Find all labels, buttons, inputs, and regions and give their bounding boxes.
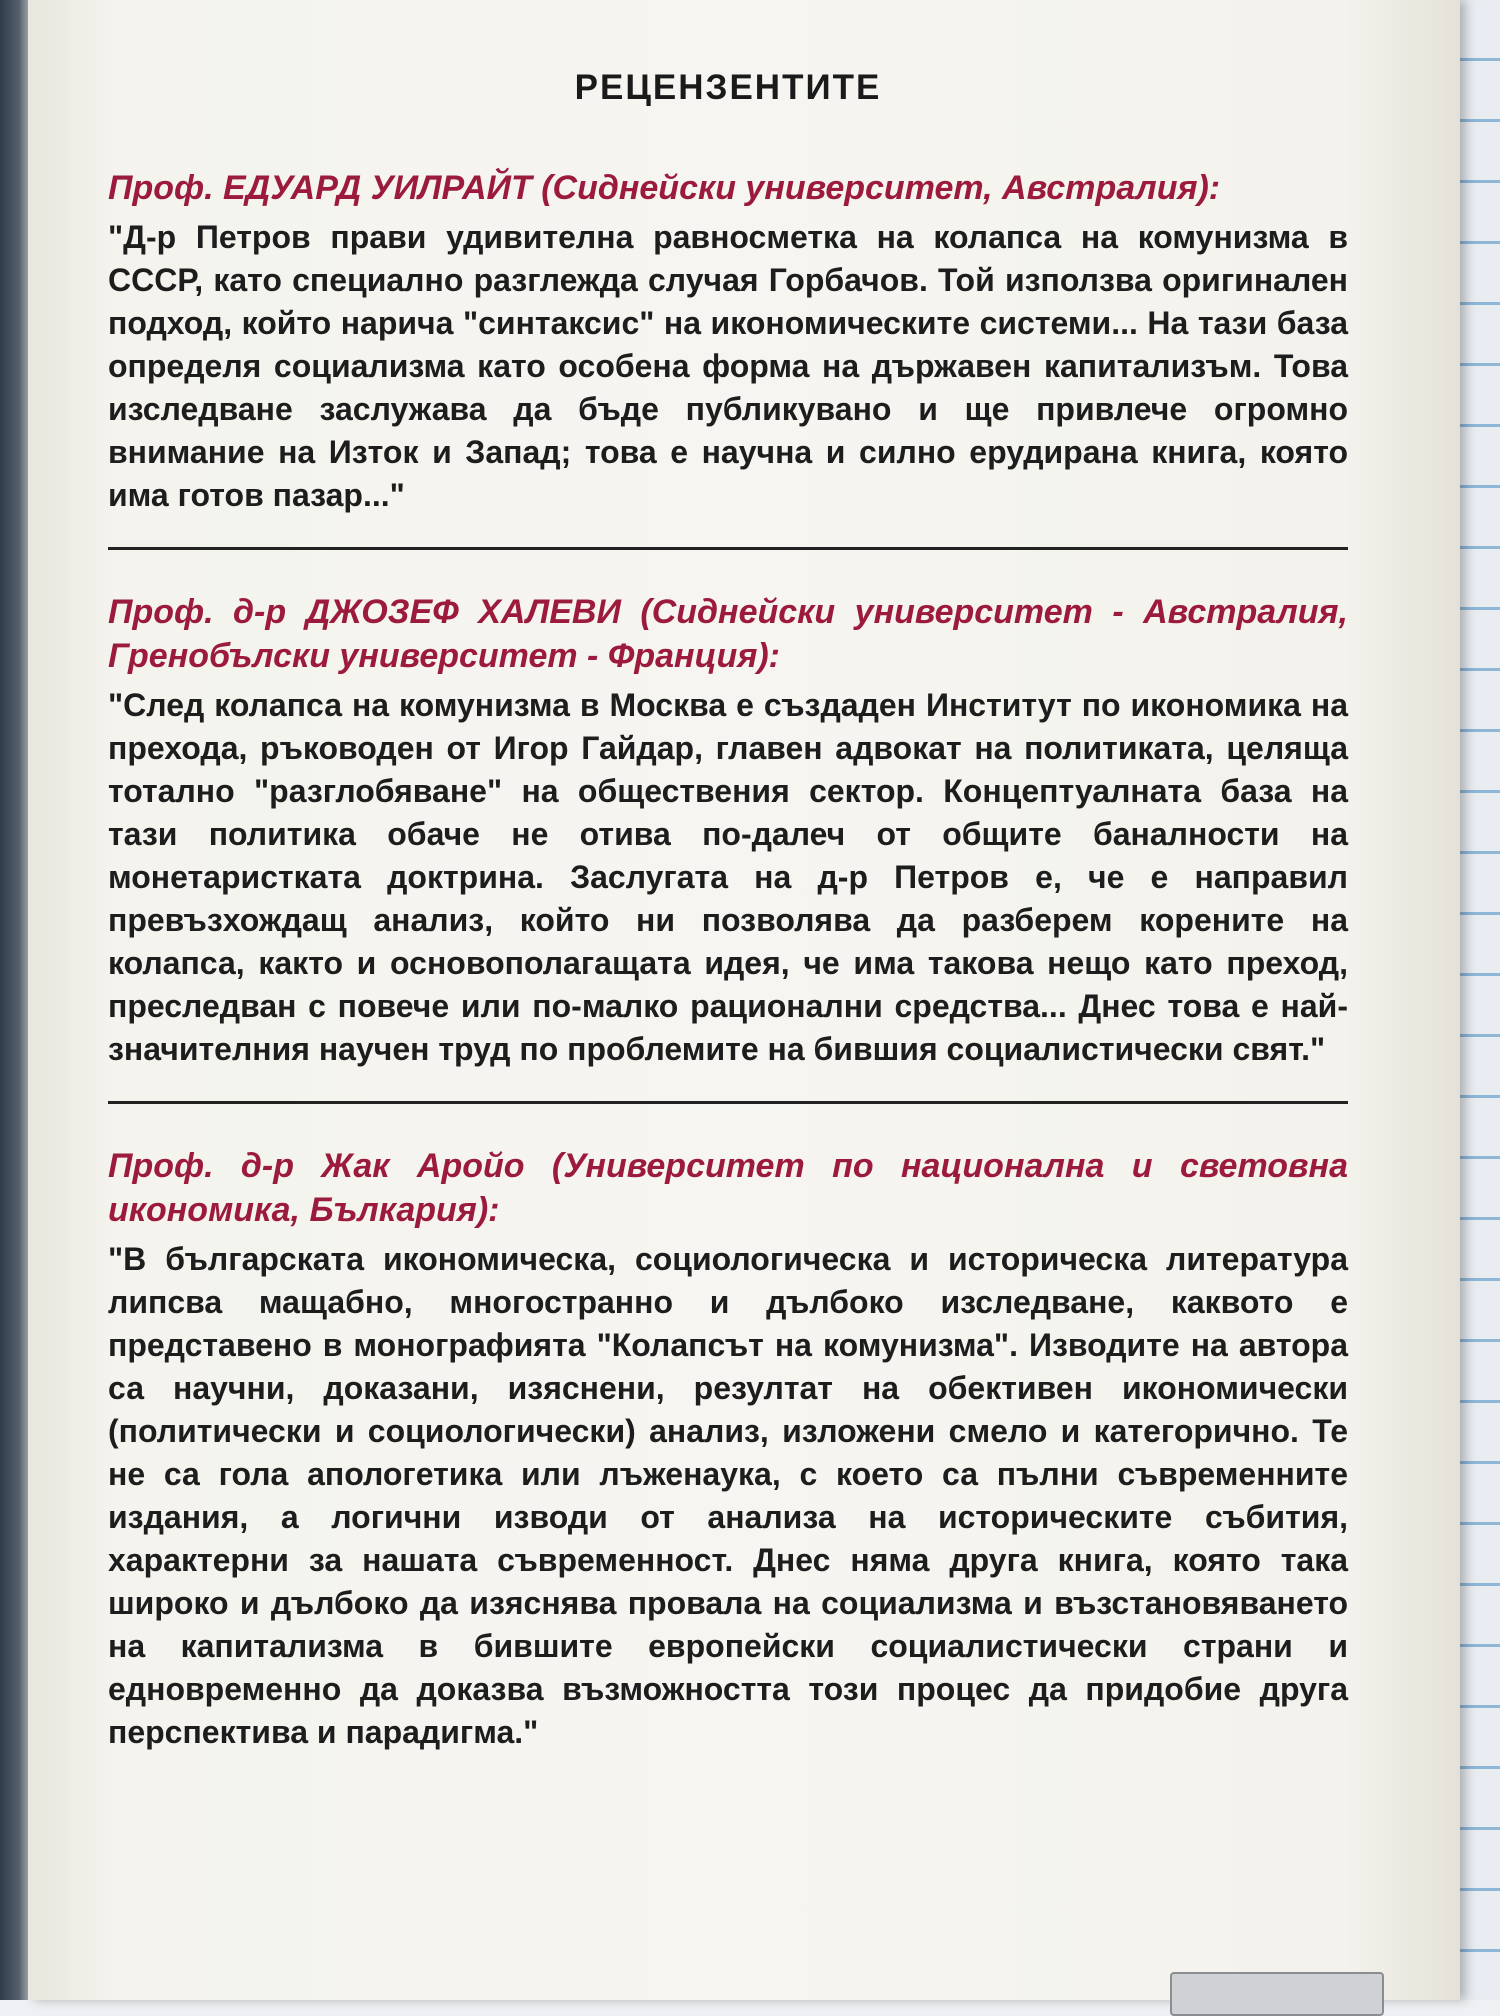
reviewer-name: Проф. ЕДУАРД УИЛРАЙТ (Сиднейски университет, Австралия): — [108, 169, 1221, 207]
price-sticker — [1170, 1972, 1384, 2016]
review-block — [108, 166, 1348, 517]
reviews-section — [108, 60, 1348, 1754]
review-block — [108, 1144, 1348, 1754]
reviewer-name: Проф. д-р ДЖОЗЕФ ХАЛЕВИ (Сиднейски университет - Австралия, Гренобълски университет - Франция): — [108, 593, 1348, 675]
section-divider — [108, 547, 1348, 550]
reviewer-name: Проф. д-р Жак Аройо (Университет по национална и световна икономика, Бълкария): — [108, 1147, 1348, 1229]
section-heading: РЕЦЕНЗЕНТИТЕ — [574, 68, 882, 107]
review-quote: "В българската икономическа, социологическа и историческа литература липсва мащабно, многостранно и дълбоко изследване, каквото е представено в монографията "Колапсът на комунизма". Изводите на автора са научни, доказани, изяснени, резултат на обективен икономически (политически и социологически) анализ, изложени смело и категорично. Те не са гола апологетика или лъженаука, с което са пълни съвременните издания, а логични изводи от анализа на историческите събития, характерни за нашата съвременност. Днес няма друга книга, която така широко и дълбоко да изяснява провала на социализма и възстановяването на капитализма в бившите европейски социалистически страни и едновременно да доказва възможността този процес да придобие друга перспектива и парадигма." — [108, 1241, 1348, 1750]
section-divider — [108, 1101, 1348, 1104]
review-quote: "Д-р Петров прави удивителна равносметка на колапса на комунизма в СССР, като специално разглежда случая Горбачов. Той използва оригинален подход, който нарича "синтаксис" на икономическите системи... На тази база определя социализма като особена форма на държавен капитализъм. Това изследване заслужава да бъде публикувано и ще привлече огромно внимание на Изток и Запад; това е научна и силно ерудирана книга, която има готов пазар..." — [108, 219, 1348, 513]
review-block — [108, 590, 1348, 1071]
review-quote: "След колапса на комунизма в Москва е създаден Институт по икономика на прехода, ръководен от Игор Гайдар, главен адвокат на политиката, целяща тотално "разглобяване" на обществения сектор. Концептуалната база на тази политика обаче не отива по-далеч от общите баналности на монетаристката доктрина. Заслугата на д-р Петров е, че е направил превъзхождащ анализ, който ни позволява да разберем корените на колапса, както и основополагащата идея, че има такова нещо като преход, преследван с повече или по-малко рационални средства... Днес това е най-значителния научен труд по проблемите на бившия социалистически свят." — [108, 687, 1348, 1067]
